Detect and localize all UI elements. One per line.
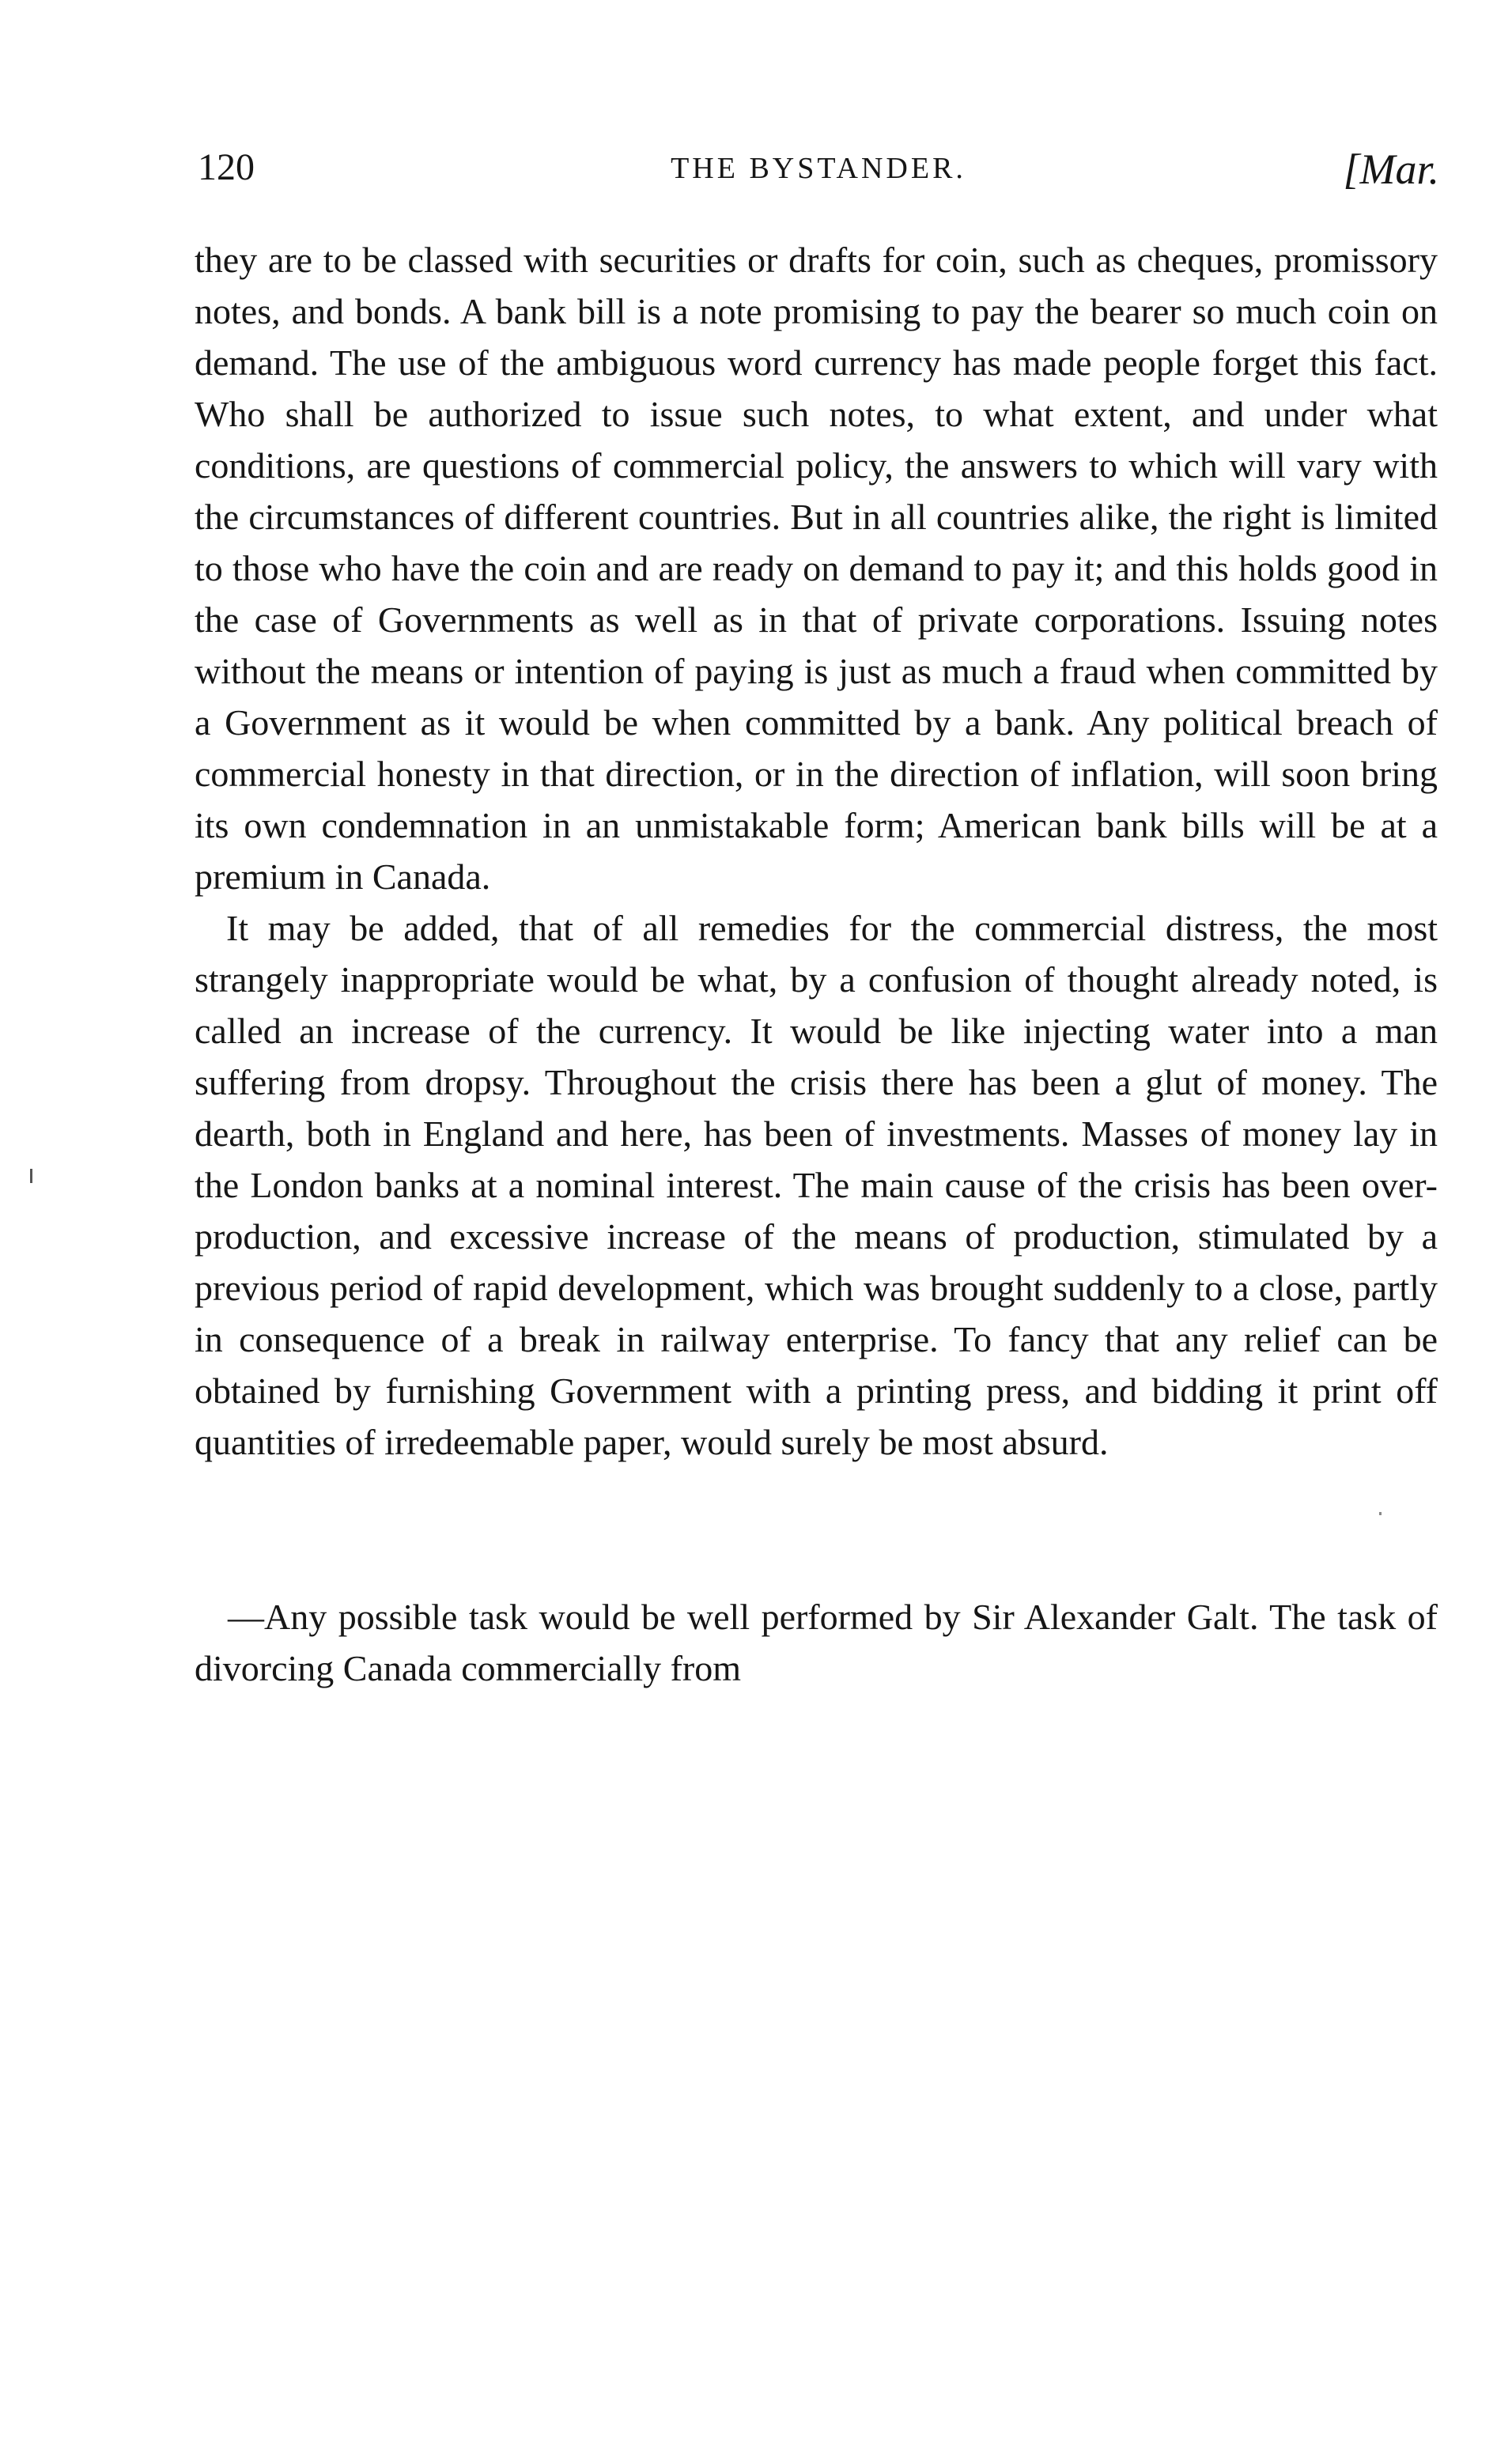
next-section-column bbox=[195, 1591, 1438, 1694]
paragraph-remedies: It may be added, that of all remedies for the commercial distress, the most strangely inappropriate would be what, by a confusion of thought already noted, is called an increase of the currency. It would be like injecting water into a man suffering from dropsy. Throughout the crisis there has been a glut of money. The dearth, both in England and here, has been of investments. Masses of money lay in the London banks at a nominal interest. The main cause of the crisis has been over-production, and excessive increase of the means of production, stimulated by a previous period of rapid development, which was brought suddenly to a close, partly in consequence of a break in railway enterprise. To fancy that any relief can be obtained by furnishing Government with a printing press, and bidding it print off quantities of irredeemable paper, would surely be most absurd. bbox=[195, 908, 1438, 1462]
running-head bbox=[198, 144, 1439, 199]
page-number: 120 bbox=[198, 146, 255, 188]
margin-mark bbox=[30, 1169, 32, 1183]
section-break-mark bbox=[1379, 1512, 1382, 1515]
main-text-column bbox=[195, 234, 1438, 1468]
running-title: THE BYSTANDER. bbox=[671, 152, 966, 185]
paragraph-galt: —Any possible task would be well performed by Sir Alexander Galt. The task of divorcing Canada commercially from bbox=[195, 1597, 1438, 1688]
running-date: [Mar. bbox=[1343, 146, 1439, 193]
paragraph-continued: they are to be classed with securities or drafts for coin, such as cheques, promissory notes, and bonds. A bank bill is a note promising to pay the bearer so much coin on demand. The use of the ambiguous word currency has made people forget this fact. Who shall be authorized to issue such notes, to what extent, and under what conditions, are questions of commercial policy, the answers to which will vary with the circumstances of different countries. But in all countries alike, the right is limited to those who have the coin and are ready on demand to pay it; and this holds good in the case of Governments as well as in that of private corporations. Issuing notes without the means or intention of paying is just as much a fraud when committed by a Government as it would be when committed by a bank. Any political breach of commercial honesty in that direction, or in the direction of inflation, will soon bring its own condemnation in an unmistakable form; American bank bills will be at a premium in Canada. bbox=[195, 240, 1438, 897]
